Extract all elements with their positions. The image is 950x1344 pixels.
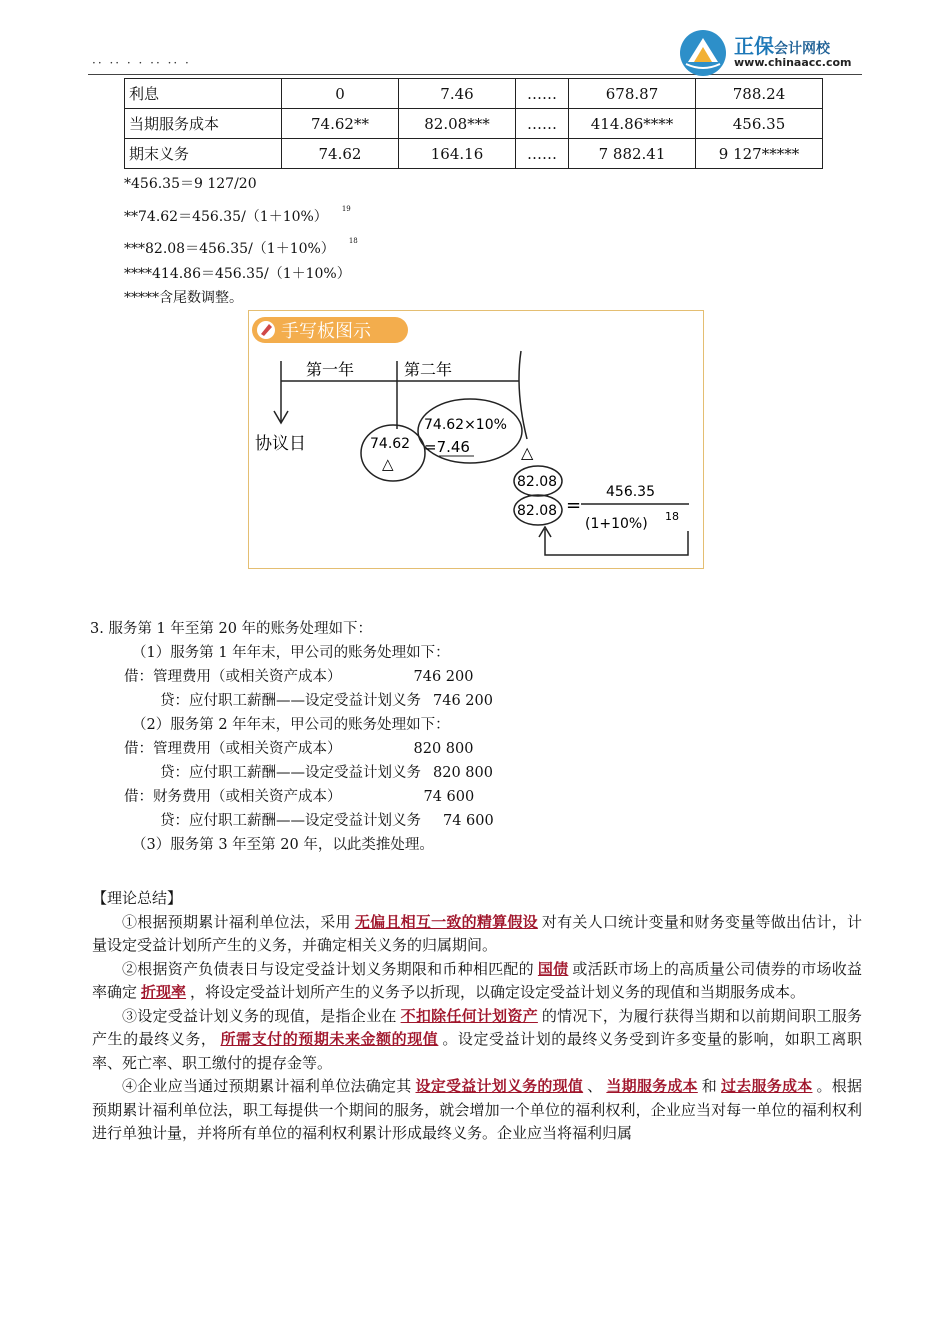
table-cell: …… bbox=[516, 109, 569, 139]
theory-paragraph: ③设定受益计划义务的现值，是指企业在 不扣除任何计划资产 的情况下，为履行获得当期和以前期间职工服务产生的最终义务， 所需支付的预期未来金额的现值 。设定受益计划的最终义务受到许多变量的影响，如职工离职率、死亡率、职工缴付的提存金等。 bbox=[92, 1006, 862, 1072]
logo-url: www.chinaacc.com bbox=[734, 56, 852, 69]
journal-credit: 贷：应付职工薪酬——设定受益计划义务 74 600 bbox=[160, 813, 494, 829]
table-cell: 82.08*** bbox=[399, 109, 516, 139]
table-cell: 9 127***** bbox=[696, 139, 823, 169]
denominator-exponent: 18 bbox=[665, 510, 679, 523]
step-heading: （2）服务第 2 年年末，甲公司的账务处理如下： bbox=[132, 717, 450, 733]
handwriting-diagram bbox=[248, 310, 704, 569]
second-cost-value: 82.08 bbox=[517, 474, 558, 490]
diagram-title: 手写板图示 bbox=[281, 321, 371, 342]
interest-calc-line1: 74.62×10% bbox=[424, 417, 507, 433]
table-cell: 678.87 bbox=[569, 79, 696, 109]
footnote: **74.62＝456.35/（1＋10%） $^{19}$ bbox=[124, 204, 351, 225]
table-cell: 7 882.41 bbox=[569, 139, 696, 169]
table-cell: …… bbox=[516, 79, 569, 109]
year-one-label: 第一年 bbox=[306, 360, 355, 379]
table-row bbox=[125, 139, 823, 169]
first-cost-value: 74.62 bbox=[370, 436, 411, 452]
year-two-label: 第二年 bbox=[404, 360, 453, 379]
equals-sign: = bbox=[566, 495, 582, 516]
step-heading: （1）服务第 1 年年末，甲公司的账务处理如下： bbox=[132, 645, 450, 661]
accounting-section bbox=[90, 617, 494, 857]
journal-credit: 贷：应付职工薪酬——设定受益计划义务 820 800 bbox=[160, 765, 493, 781]
table-cell: 414.86**** bbox=[569, 109, 696, 139]
discounted-value: 82.08 bbox=[517, 503, 558, 519]
footnote: *****含尾数调整。 bbox=[124, 290, 243, 306]
agreement-date-label: 协议日 bbox=[255, 434, 306, 454]
delta-icon: △ bbox=[521, 443, 534, 462]
journal-debit: 借：财务费用（或相关资产成本） 74 600 bbox=[124, 789, 475, 805]
table-cell: 74.62** bbox=[282, 109, 399, 139]
journal-debit: 借：管理费用（或相关资产成本） 820 800 bbox=[124, 741, 474, 757]
theory-paragraph: ④企业应当通过预期累计福利单位法确定其 设定受益计划义务的现值 、 当期服务成本 和 过去服务成本 。根据预期累计福利单位法，职工每提供一个期间的服务，就会增加一个单位的福利权利，企业应当对每一单位的福利权利进行单独计量，并将所有单位的福利权利累计形成最终义务。企业应当将福利归属 bbox=[92, 1077, 862, 1142]
table-row bbox=[125, 109, 823, 139]
theory-paragraph: ①根据预期累计福利单位法，采用 无偏且相互一致的精算假设 对有关人口统计变量和财务变量等做出估计，计量设定受益计划所产生的义务，并确定相关义务的归属期间。 bbox=[92, 912, 862, 954]
section-heading: 3. 服务第 1 年至第 20 年的账务处理如下： bbox=[90, 621, 373, 637]
row-label: 利息 bbox=[125, 79, 282, 109]
table-cell: 74.62 bbox=[282, 139, 399, 169]
footnote: *456.35＝9 127/20 bbox=[124, 176, 257, 192]
footnote: ****414.86＝456.35/（1＋10%） bbox=[124, 265, 351, 282]
table-cell: 788.24 bbox=[696, 79, 823, 109]
logo-name: 正保会计网校 bbox=[734, 34, 830, 58]
journal-credit: 贷：应付职工薪酬——设定受益计划义务 746 200 bbox=[160, 693, 493, 709]
table-cell: 0 bbox=[282, 79, 399, 109]
interest-calc-line2: =7.46 bbox=[424, 438, 470, 456]
table-cell: 7.46 bbox=[399, 79, 516, 109]
footnote: ***82.08＝456.35/（1＋10%） $^{18}$ bbox=[124, 237, 358, 257]
theory-title: 【理论总结】 bbox=[92, 889, 183, 907]
theory-summary bbox=[92, 887, 862, 1146]
row-label: 期末义务 bbox=[125, 139, 282, 169]
theory-paragraph: ②根据资产负债表日与设定受益计划义务期限和币种相匹配的 国债 或活跃市场上的高质量公司债券的市场收益率确定 折现率 ，将设定受益计划所产生的义务予以折现，以确定设定受益计划义务的现值和当期服务成本。 bbox=[92, 959, 862, 1001]
header-fragment: ·· ·· · · ·· ·· · bbox=[92, 56, 191, 70]
table-cell: 456.35 bbox=[696, 109, 823, 139]
table-cell: 164.16 bbox=[399, 139, 516, 169]
numerator: 456.35 bbox=[606, 484, 655, 500]
table-row bbox=[125, 79, 823, 109]
step-heading: （3）服务第 3 年至第 20 年，以此类推处理。 bbox=[132, 837, 434, 853]
table-cell: …… bbox=[516, 139, 569, 169]
delta-icon: △ bbox=[382, 455, 394, 473]
journal-debit: 借：管理费用（或相关资产成本） 746 200 bbox=[124, 669, 474, 685]
row-label: 当期服务成本 bbox=[125, 109, 282, 139]
denominator: (1+10%) bbox=[585, 516, 648, 532]
footnotes bbox=[124, 172, 358, 311]
obligation-table bbox=[124, 78, 823, 169]
